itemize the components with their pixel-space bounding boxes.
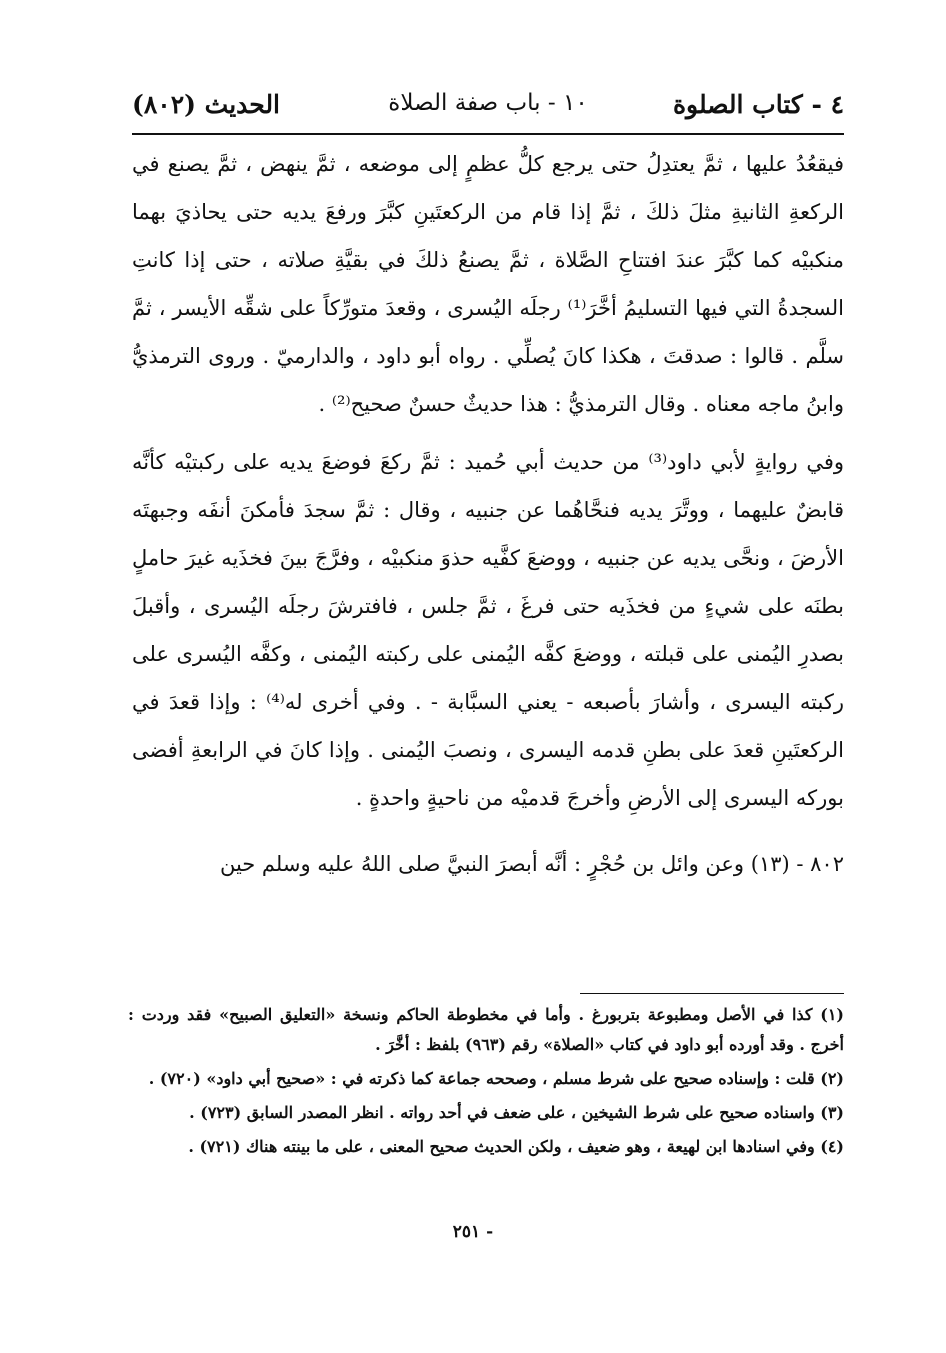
footnotes <box>128 1000 844 1162</box>
footnote: (٢) قلت : وإسناده صحيح على شرط مسلم ، وصححه جماعة كما ذكرته في : «صحيح أبي داود» (٧٢٠) . <box>148 1069 844 1088</box>
footnote: (٣) واسناده صحيح على شرط الشيخين ، على ضعف في أحد رواته . انظر المصدر السابق (٧٢٣) . <box>189 1103 844 1122</box>
running-header <box>132 84 844 134</box>
main-paragraph: فيقعُدُ عليها ، ثمَّ يعتدِلُ حتى يرجع كلُّ عظمٍ إلى موضعه ، ثمَّ ينهض ، ثمَّ يصنع في الركعةِ الثانيةِ مثلَ ذلكَ ، ثمَّ إذا قام من الركعتَينِ كبَّرَ ورفعَ يديه حتى يحاذيَ بهما منكبيْه كما كبَّرَ عندَ افتتاحِ الصَّلاة ، ثمَّ يصنعُ ذلكَ في بقيَّةِ صلاته ، حتى إذا كانتِ السجدةُ التي فيها التسليمُ أخَّرَ⁽¹⁾ رجلَه اليُسرى ، وقعدَ متورِّكاً على شقِّه الأيسر ، ثمَّ سلَّم . قالوا : صدقتَ ، هكذا كانَ يُصلِّي . رواه أبو داود ، والدارميّ . وروى الترمذيُّ وابنُ ماجه معناه . وقال الترمذيُّ : هذا حديثٌ حسنٌ صحيح⁽²⁾ . <box>132 152 845 416</box>
header-hadith-number: الحديث (٨٠٢) <box>132 90 281 119</box>
footnote: (١) كذا في الأصل ومطبوعة بتربورغ . وأما في مخطوطة الحاكم ونسخة «التعليق الصبيح» فقد وردت : أخرج . وقد أورده أبو داود في كتاب «الصلاة» رقم (٩٦٣) بلفظ : أخَّرَ . <box>128 1005 844 1054</box>
footnote: (٤) وفي اسنادها ابن لهيعة ، وهو ضعيف ، ولكن الحديث صحيح المعنى ، على ما بينته هناك (٧٢١) . <box>188 1137 844 1156</box>
main-paragraph: وفي روايةٍ لأبي داود⁽³⁾ من حديث أبي حُميد : ثمَّ ركعَ فوضعَ يديه على ركبتيْه كأنَّه قابضٌ عليهما ، ووتَّرَ يديه فنحَّاهُما عن جنبيه ، وقال : ثمَّ سجدَ فأمكنَ أنفَه وجبهتَه الأرضَ ، ونحَّى يديه عن جنبيه ، ووضعَ كفَّيه حذوَ منكبيْه ، وفرَّجَ بينَ فخذَيه غيرَ حاملٍ بطنَه على شيءٍ من فخذَيه حتى فرغَ ، ثمَّ جلس ، فافترشَ رجلَه اليُسرى ، وأقبلَ بصدرِ اليُمنى على قبلته ، ووضعَ كفَّه اليُمنى على ركبته اليُمنى ، وكفَّه اليُسرى على ركبته اليسرى ، وأشارَ بأصبعه - يعني السبَّابة - . وفي أخرى له⁽⁴⁾ : وإذا قعدَ في الركعتَينِ قعدَ على بطنِ قدمه اليسرى ، ونصبَ اليُمنى . وإذا كانَ في الرابعةِ أفضى بوركه اليسرى إلى الأرضِ وأخرجَ قدميْه من ناحيةٍ واحدةٍ . <box>132 450 845 810</box>
header-rule <box>132 133 844 135</box>
header-chapter-title: ١٠ - باب صفة الصلاة <box>388 90 588 116</box>
main-text <box>132 140 844 888</box>
page-number: - ٢٥١ <box>452 1222 494 1242</box>
hadith-paragraph: ٨٠٢ - (١٣) وعن وائل بن حُجْرٍ : أنَّه أبصرَ النبيَّ صلى اللهُ عليه وسلم حين <box>219 852 844 876</box>
header-book-title: ٤ - كتاب الصلوة <box>672 90 844 119</box>
footnote-rule <box>580 993 844 994</box>
